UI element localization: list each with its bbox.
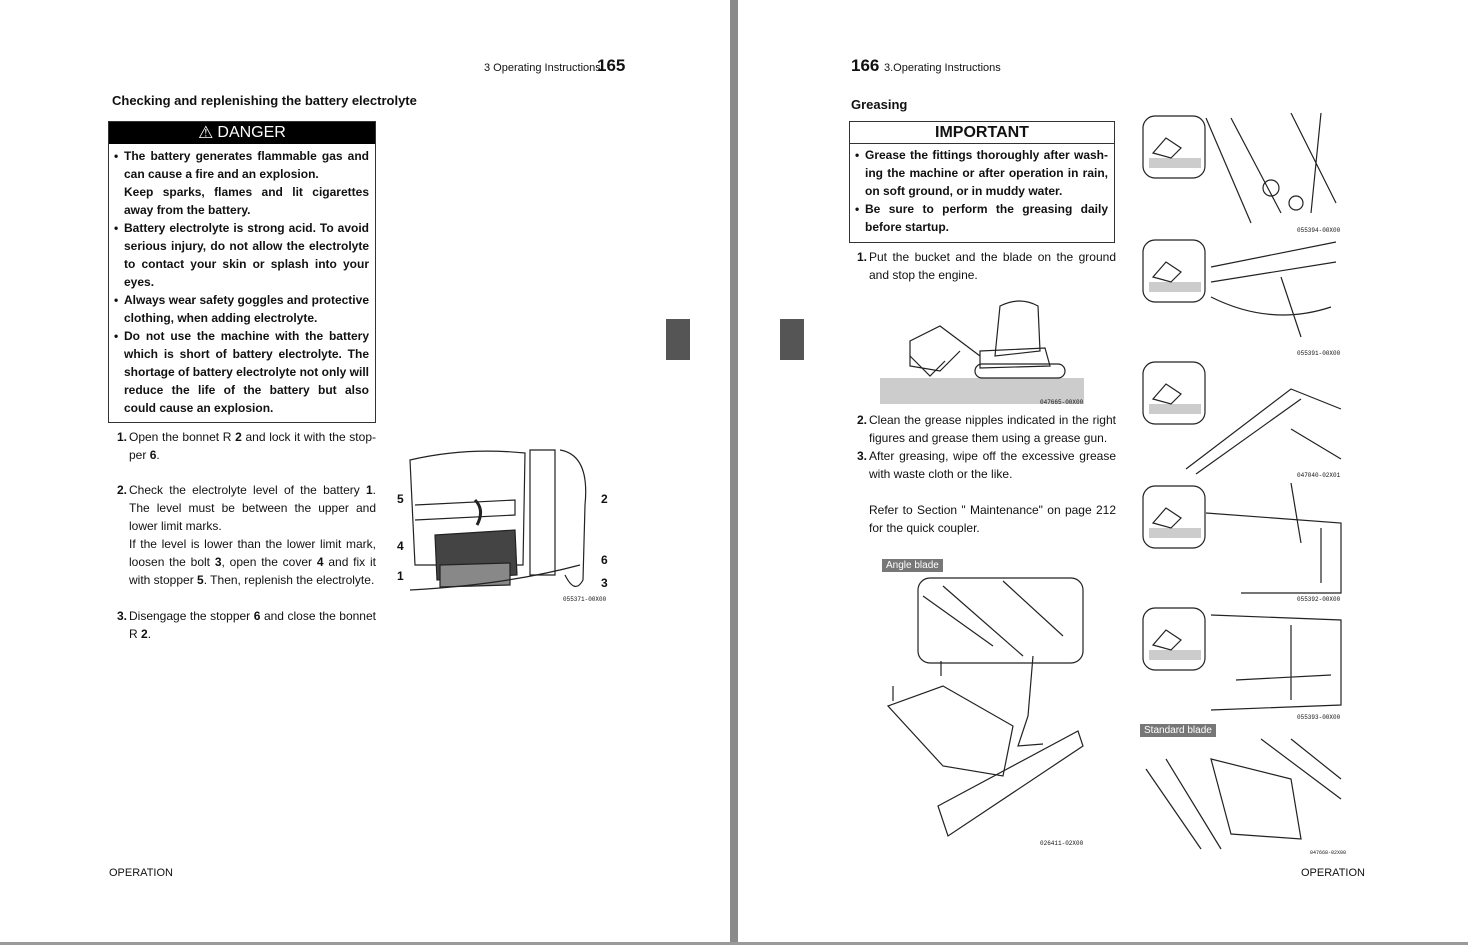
ref-number: 3 [214,555,222,569]
figure-code: 055391-00X00 [1297,350,1341,357]
footer: OPERATION [1301,867,1365,879]
ref-number: 1 [365,483,373,497]
callout-6: 6 [601,553,608,567]
page-number: 166 [851,56,880,75]
ref-number: 2 [141,627,148,641]
step-3 [857,447,1116,483]
step-text: . Then, replenish the electrolyte. [203,573,375,587]
header-section: 3 Operating Instructions [484,62,601,74]
ref-number: 4 [316,555,324,569]
step-text: , open the cover [221,555,317,569]
step-number: 2. [857,413,868,427]
step-text: and close the bonnet R [129,609,376,641]
section-title: Checking and replenishing the battery electrolyte [112,93,417,108]
battery-compartment-illustration [405,445,610,597]
step-text: If the level is lower than the lower limit mark, loosen the bolt [129,537,376,569]
grease-point-figures [1141,113,1347,858]
step-text: Check the electrolyte level of the battery [129,483,366,497]
step-number: 2. [117,483,128,497]
angle-blade-illustration [883,576,1088,846]
callout-3: 3 [601,576,608,590]
thumb-tab [780,319,804,360]
step-text: . The level must be between the upper and lower limit marks. [129,483,376,533]
callout-1: 1 [397,569,404,583]
callout-5: 5 [397,492,404,506]
step-number: 1. [117,430,128,444]
step-text: Put the bucket and the blade on the ground and stop the engine. [869,250,1116,282]
standard-blade-label: Standard blade [1140,724,1216,737]
danger-bullet-continuation: Keep sparks, flames and lit cigarettes away from the battery. [124,185,369,217]
ref-number: 2 [235,430,242,444]
step-3 [117,607,376,643]
danger-header [109,122,375,144]
important-box [849,121,1115,243]
step-text: and fix it with stopper [129,555,376,587]
figure-code: 047665-00X00 [1040,399,1084,406]
step-1 [857,248,1116,284]
step-text: and lock it with the stop-per [129,430,376,462]
danger-bullet: • Do not use the machine with the battery which is short of battery electrolyte. The shortage of battery electrolyte not only will reduce the life of the battery but also could cause an explosion. [109,327,369,417]
quick-coupler-note: Refer to Section " Maintenance" on page 212 for the quick coupler. [869,503,1116,535]
step-1 [117,428,376,464]
page-gutter [730,0,738,945]
figure-code: 055394-00X00 [1297,227,1341,234]
step-text: Open the bonnet R [129,430,236,444]
step-number: 3. [117,609,128,623]
thumb-tab [666,319,690,360]
important-heading: IMPORTANT [850,122,1114,144]
figure-code: 026411-02X00 [1040,840,1084,847]
excavator-parked-illustration [880,296,1086,406]
step-text: Clean the grease nipples indicated in the right figures and grease them using a grease gun. [869,413,1116,445]
danger-bullet: • Battery electrolyte is strong acid. To avoid serious injury, do not allow the electrolyte to contact your skin or splash into your eyes. [109,219,369,291]
figure-code: 047040-02X01 [1297,472,1341,479]
important-bullet: • Grease the fittings thoroughly after wash-ing the machine or after operation in rain, on soft ground, or in muddy water. [850,146,1108,200]
left-page [0,0,730,945]
danger-heading: DANGER [217,124,286,141]
page-number: 165 [597,56,626,75]
warning-triangle-icon: ⚠ [198,123,214,142]
step-number: 1. [857,250,868,264]
step-text: After greasing, wipe off the excessive grease with waste cloth or the like. [869,449,1116,481]
figure-code: 055392-00X00 [1297,596,1341,603]
step-2 [857,411,1116,447]
angle-blade-label: Angle blade [882,559,943,572]
important-bullet: • Be sure to perform the greasing daily before startup. [850,200,1108,236]
figure-code: 055371-00X00 [563,596,607,603]
step-text: . [156,448,160,462]
step-text: Disengage the stopper [129,609,254,623]
step-number: 3. [857,449,868,463]
ref-number: 6 [253,609,261,623]
danger-bullet: • Always wear safety goggles and protective clothing, when adding electrolyte. [109,291,369,327]
step-2 [117,481,376,589]
header-section: 3.Operating Instructions [884,62,1001,74]
ref-number: 5 [197,573,204,587]
danger-box [108,121,376,423]
right-page [738,0,1468,945]
section-title: Greasing [851,97,908,112]
figure-code: 047668-02X00 [1310,850,1347,856]
footer: OPERATION [109,867,173,879]
callout-2: 2 [601,492,608,506]
ref-number: 6 [149,448,157,462]
step-text: . [147,627,152,641]
figure-code: 055393-00X00 [1297,714,1341,721]
callout-4: 4 [397,539,404,553]
danger-bullet: • The battery generates flammable gas and can cause a fire and an explosion. [109,147,369,183]
